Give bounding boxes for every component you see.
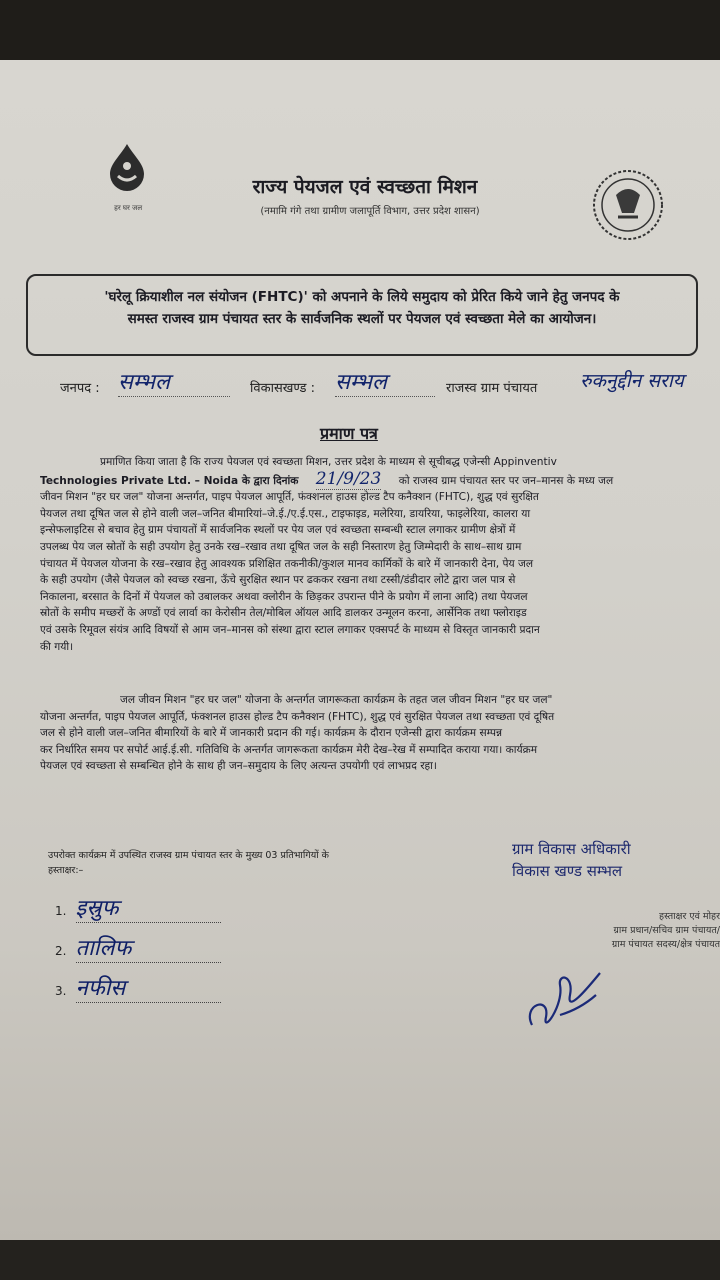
- event-date: 21/9/23: [315, 468, 382, 489]
- participant-1: 1. इस्रुफ: [55, 892, 221, 923]
- para2-line: पेयजल एवं स्वच्छता से सम्बन्धित होने के साथ ही जन–समुदाय के लिए अत्यन्त उपयोगी एवं लाभप्रद रहा।: [40, 760, 437, 773]
- background-top: [0, 0, 720, 60]
- up-govt-emblem: [588, 165, 668, 245]
- para2-line: जल से होने वाली जल–जनित बीमारियों के बारे में जानकारी प्रदान की गई। कार्यक्रम के दौरान एजेन्सी द्वारा कार्यक्रम सम्पन्न: [40, 727, 503, 740]
- para1-line: पंचायत में पेयजल योजना के रख–रखाव हेतु आवश्यक प्रशिक्षित तकनीकी/कुशल मानव कार्मिकों के बारे में जानकारी देना, पेय जल: [40, 557, 534, 570]
- officer-stamp: ग्राम विकास अधिकारी विकास खण्ड सम्भल: [512, 840, 631, 880]
- logo-caption: ‌ हर घर जल: [111, 204, 143, 212]
- para1-line: पेयजल तथा दूषित जल से होने वाली जल–जनित बीमारियां–जे.ई./ए.ई.एस., टाइफाइड, मलेरिया, डायरिया, फाइलेरिया, कालरा या: [40, 507, 531, 520]
- emblem-icon: [588, 165, 668, 245]
- background-bottom: [0, 1240, 720, 1280]
- banner-line-2: समस्त राजस्व ग्राम पंचायत स्तर के सार्वजनिक स्थलों पर पेयजल एवं स्वच्छता मेले का आयोजन।: [127, 311, 597, 327]
- para1-line: की गयी।: [40, 640, 74, 653]
- block-value: सम्भल: [335, 366, 435, 397]
- para2-line: जल जीवन मिशन "हर घर जल" योजना के अन्तर्गत जागरूकता कार्यक्रम के तहत जल जीवन मिशन "हर घर जल": [120, 694, 553, 706]
- para1-line: जीवन मिशन "हर घर जल" योजना अन्तर्गत, पाइप पेयजल आपूर्ति, फंक्शनल हाउस होल्ड टैप कनैक्शन (FHTC), शुद्ध एवं सुरक्षित: [40, 491, 539, 504]
- certificate-heading: प्रमाण पत्र: [320, 424, 378, 443]
- district-label: जनपद :: [60, 381, 100, 396]
- district-value: सम्भल: [118, 366, 230, 397]
- para1-line: स्रोतों के समीप मच्छरों के अण्डों एवं लार्वा का केरोसीन तेल/मोबिल ऑयल आदि डालकर उन्मूलन करना, आर्सेनिक तथा फ्लोराइड: [40, 607, 527, 620]
- officer-signature: [520, 965, 610, 1040]
- certificate-paper: [0, 60, 720, 1240]
- signature-caption: हस्ताक्षर एवं मोहर ग्राम प्रधान/सचिव ग्राम पंचायत/ ग्राम पंचायत सदस्य/क्षेत्र पंचायत: [611, 911, 720, 950]
- water-drop-icon: [92, 140, 162, 200]
- participant-signature: इस्रुफ: [75, 896, 119, 921]
- para2-line: योजना अन्तर्गत, पाइप पेयजल आपूर्ति, फंक्शनल हाउस होल्ड टैप कनैक्शन (FHTC), शुद्ध एवं सुरक्षित पेयजल तथा स्वच्छता एवं दूषित: [40, 710, 555, 723]
- participant-3: 3. नफीस: [55, 972, 221, 1003]
- event-banner: [26, 274, 698, 356]
- participants-note: उपरोक्त कार्यक्रम में उपस्थित राजस्व ग्राम पंचायत स्तर के मुख्य 03 प्रतिभागियों के हस्ताक्षर:–: [48, 850, 329, 876]
- jal-mission-logo: [92, 140, 162, 213]
- para1-line: प्रमाणित किया जाता है कि राज्य पेयजल एवं स्वच्छता मिशन, उत्तर प्रदेश के माध्यम से सूचीबद्ध एजेन्सी Appinventiv: [100, 456, 557, 468]
- mission-title: राज्य पेयजल एवं स्वच्छता मिशन: [252, 176, 478, 198]
- banner-line-1: 'घरेलू क्रियाशील नल संयोजन (FHTC)' को अपनाने के लिये समुदाय को प्रेरित किये जाने हेतु जनपद के: [104, 289, 620, 305]
- participant-signature: नफीस: [75, 976, 126, 1001]
- block-label: विकासखण्ड :: [250, 381, 316, 396]
- certificate-paragraph-2: [40, 692, 705, 775]
- certificate-paragraph-1: [40, 454, 705, 655]
- para1-line: निकालना, बरसात के दिनों में पेयजल को उबालकर अथवा क्लोरीन के छिड़कर उपरान्त पीने के प्रयोग में लाना आदि) तथा पेयजल: [40, 590, 528, 603]
- para2-line: कर निर्धारित समय पर सपोर्ट आई.ई.सी. गतिविधि के अन्तर्गत जागरूकता कार्यक्रम मेरी देख–रेख में सम्पादित कराया गया। कार्यक्रम: [40, 743, 538, 756]
- para1-line: उपलब्ध पेय जल स्रोतों के सही उपयोग हेतु उनके रख–रखाव तथा दूषित जल के सही निस्तारण हेतु जिम्मेदारी के साथ–साथ ग्राम: [40, 540, 522, 553]
- panchayat-value: रुकनुद्दीन सराय: [580, 370, 684, 392]
- mission-subtitle: (नमामि गंगे तथा ग्रामीण जलापूर्ति विभाग, उत्तर प्रदेश शासन): [260, 206, 480, 217]
- para1-line: के सही उपयोग (जैसे पेयजल को स्वच्छ रखना, ऊँचे सुरक्षित स्थान पर ढककर रखना तथा टस्सी/डंडीदार लोटे द्वारा जल पात्र से: [40, 574, 516, 587]
- participant-signature: तालिफ: [75, 936, 132, 961]
- para1-line: इन्सेफलाइटिस से बचाव हेतु ग्राम पंचायतों में सार्वजनिक स्थलों पर पेय जल एवं स्वच्छता सम्बन्धी स्टाल लगाकर ग्रामीण क्षेत्रों में: [40, 524, 516, 537]
- panchayat-label: राजस्व ग्राम पंचायत: [446, 381, 538, 396]
- para1-line-date: Technologies Private Ltd. – Noida के द्वारा दिनांक 21/9/23 को राजस्व ग्राम पंचायत स्तर पर जन–मानस के मध्य जल: [40, 468, 614, 489]
- para1-line: एवं उसके रिमूवल संयंत्र आदि विषयों से आम जन–मानस को संस्था द्वारा स्टाल लगाकर एक्सपर्ट के माध्यम से विस्तृत जानकारी प्रदान: [40, 623, 540, 636]
- participant-2: 2. तालिफ: [55, 932, 221, 963]
